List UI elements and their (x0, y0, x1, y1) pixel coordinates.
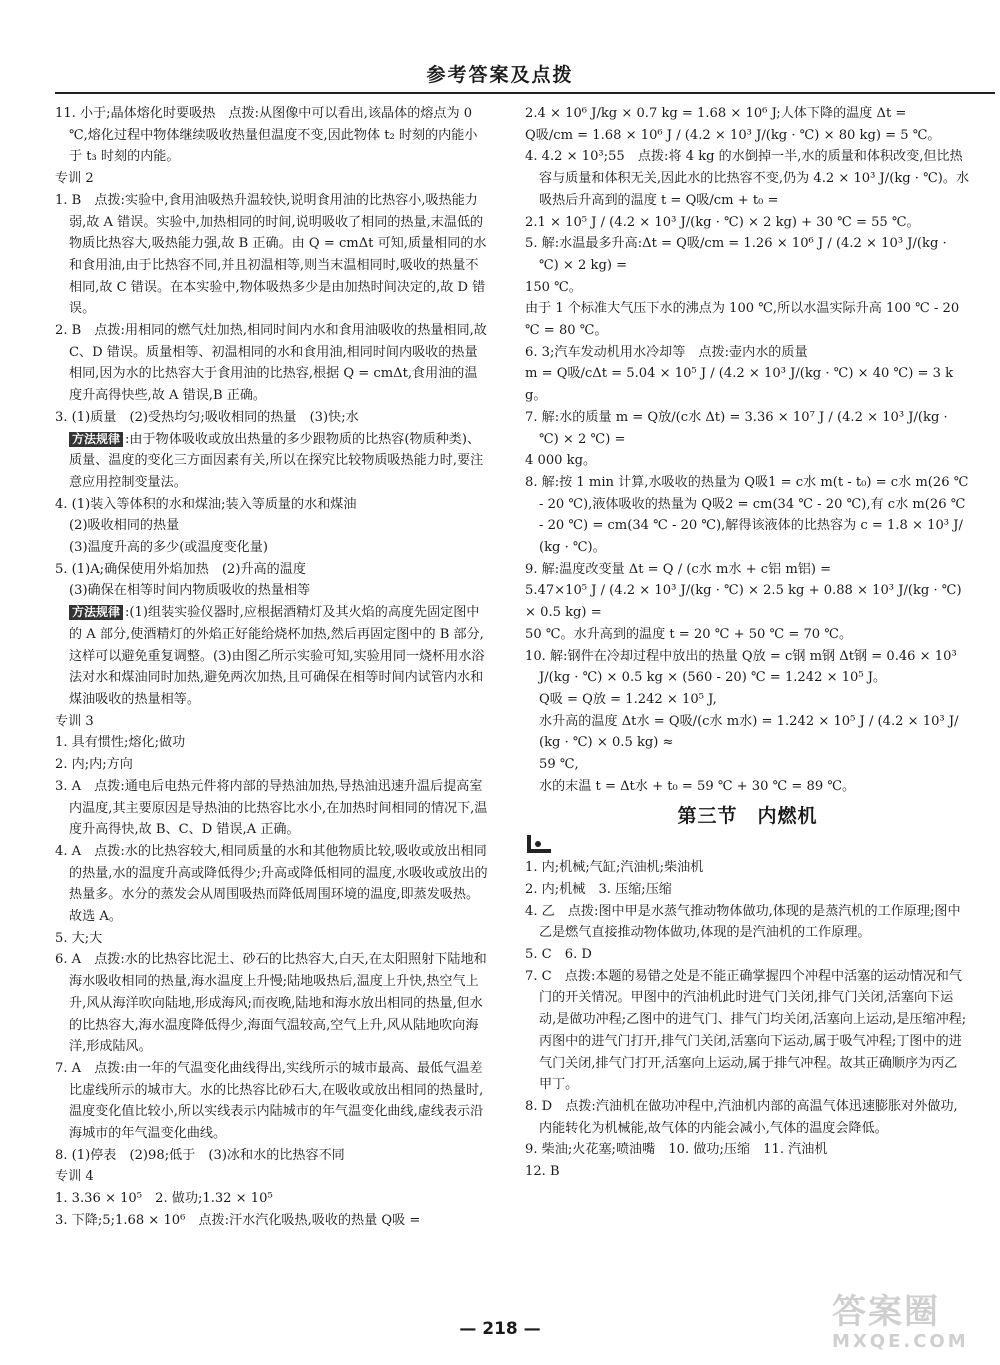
answer-text: 4. (1)装入等体积的水和煤油;装入等质量的水和煤油 (55, 496, 357, 512)
answer-paragraph (55, 949, 490, 1058)
right-column-answers (525, 103, 970, 798)
answer-paragraph (55, 1188, 490, 1210)
answer-text: 3. A 点拨:通电后电热元件将内部的导热油加热,导热油迅速升温后提高室内温度,其主要原因是导热油的比热容比水小,在加热时间相同的情况下,温度升高得快,故 B、C、D 错误,A 正确。 (55, 778, 488, 838)
answer-text: 7. 解:水的质量 m = Q放/(c水 Δt) = 3.36 × 10⁷ J / (4.2 × 10³ J/(kg · ℃) × 2 ℃) = (525, 409, 948, 447)
answer-paragraph (55, 841, 490, 928)
answer-paragraph (55, 103, 490, 168)
page-header-title: 参考答案及点拨 (426, 64, 574, 86)
answer-text: 8. D 点拨:汽油机在做功冲程中,汽油机内部的高温气体迅速膨胀对外做功,内能转化为机械能,故气体的内能会减小,气体的温度会降低。 (525, 1098, 958, 1136)
answer-paragraph (525, 342, 970, 364)
answer-paragraph (55, 1210, 490, 1232)
answer-paragraph (525, 146, 970, 211)
watermark-text: 答案圈 (832, 1292, 940, 1332)
answer-text: (3)温度升高的多少(或温度变化量) (69, 540, 268, 556)
answer-paragraph (525, 754, 970, 776)
answer-text: 4. A 点拨:水的比热容较大,相同质量的水和其他物质比较,吸收或放出相同的热量,水的温度升高或降低得少;升高或降低相同的温度,水吸收或放出的热量多。水分的蒸发会从周围吸热而降低周围环境的温度,即蒸发吸热。故选 A。 (55, 843, 488, 925)
answer-paragraph (525, 624, 970, 646)
answer-text: (2)吸收相同的热量 (69, 518, 180, 534)
answer-paragraph (55, 320, 490, 407)
answer-paragraph (55, 515, 490, 537)
answer-paragraph (55, 711, 490, 733)
answer-paragraph (525, 233, 970, 276)
answer-text: 50 ℃。水升高到的温度 t = 20 ℃ + 50 ℃ = 70 ℃。 (525, 626, 853, 642)
answer-paragraph (525, 879, 970, 901)
answer-text: 由于 1 个标准大气压下水的沸点为 100 ℃,所以水温实际升高 100 ℃ - 20 ℃ = 80 ℃。 (525, 301, 960, 339)
answer-paragraph (525, 125, 970, 147)
answer-text: :(1)组装实验仪器时,应根据酒精灯及其火焰的高度先固定图中的 A 部分,使酒精灯的外焰正好能给烧杯加热,然后再固定图中的 B 部分,这样可以避免重复调整。(3)由图乙所示实验可知,实验用同一烧杯用水浴法对水和煤油同时加热,避免两次加热,且可确保在相等时间内试管内水和煤油吸收的热量相等。 (69, 605, 485, 707)
answer-text: 4. 乙 点拨:图中甲是水蒸气推动物体做功,体现的是蒸汽机的工作原理;图中乙是燃气直接推动物体做功,体现的是汽油机的工作原理。 (525, 903, 961, 941)
answer-paragraph (55, 1166, 490, 1188)
watermark-logo (832, 1293, 992, 1359)
method-tag: 方法规律 (69, 432, 123, 447)
answer-paragraph (525, 901, 970, 944)
answer-paragraph (525, 450, 970, 472)
answer-paragraph (525, 857, 970, 879)
answer-text: 3. (1)质量 (2)受热均匀;吸收相同的热量 (3)快;水 (55, 409, 359, 425)
answer-text: 12. B (525, 1164, 560, 1180)
answer-paragraph (55, 1145, 490, 1167)
answer-paragraph (55, 602, 490, 711)
answer-paragraph (525, 776, 970, 798)
left-column (55, 103, 490, 1232)
answer-text: :由于物体吸收或放出热量的多少跟物质的比热容(物质种类)、质量、温度的变化三方面因素有关,所以在探究比较物质吸热能力时,要注意应用控制变量法。 (69, 431, 484, 490)
answer-text: 8. (1)停表 (2)98;低于 (3)冰和水的比热容不同 (55, 1147, 345, 1163)
answer-paragraph (525, 363, 970, 406)
answer-paragraph (525, 580, 970, 623)
answer-text: 2.4 × 10⁶ J/kg × 0.7 kg = 1.68 × 10⁶ J;人体下降的温度 Δt = (525, 106, 907, 121)
answer-paragraph (525, 472, 970, 559)
page-number: — 218 — (459, 1319, 541, 1339)
right-column (525, 103, 970, 1183)
answer-paragraph (525, 559, 970, 581)
answer-text: 11. 小于;晶体熔化时要吸热 点拨:从图像中可以看出,该晶体的熔点为 0 ℃,熔化过程中物体继续吸收热量但温度不变,因此物体 t₂ 时刻的内能小于 t₃ 时刻的内能。 (55, 106, 478, 165)
answer-paragraph (55, 928, 490, 950)
answer-text: 5. C 6. D (525, 947, 592, 963)
method-tag: 方法规律 (69, 605, 123, 620)
answer-paragraph (525, 646, 970, 689)
answer-paragraph (55, 537, 490, 559)
answer-text: 2. B 点拨:用相同的燃气灶加热,相同时间内水和食用油吸收的热量相同,故 C、D 错误。质量相等、初温相同的水和食用油,相同时间内吸收的热量相同,因为水的比热容大于食用油的比热容,根据 Q = cmΔt,食用油的温度升高得快些,故 A 错误,B 正确。 (55, 323, 487, 404)
answer-paragraph (55, 732, 490, 754)
answer-text: 2. 内;内;方向 (55, 757, 133, 773)
answer-text: 9. 解:温度改变量 Δt = Q / (c水 m水 + c铝 m铝) = (525, 561, 832, 577)
answer-text: 3. 下降;5;1.68 × 10⁶ 点拨:汗水汽化吸热,吸收的热量 Q吸 = (55, 1212, 421, 1228)
answer-paragraph (525, 689, 970, 711)
answer-text: 水的末温 t = Δt水 + t₀ = 59 ℃ + 30 ℃ = 89 ℃。 (539, 778, 856, 794)
answer-text: 2.1 × 10⁵ J / (4.2 × 10³ J/(kg · ℃) × 2 kg) + 30 ℃ = 55 ℃。 (525, 214, 920, 230)
answer-text: 9. 柴油;火花塞;喷油嘴 10. 做功;压缩 11. 汽油机 (525, 1142, 828, 1158)
answer-text: 专训 4 (55, 1169, 94, 1185)
header-rule (55, 92, 995, 94)
answer-text: 7. C 点拨:本题的易错之处是不能正确掌握四个冲程中活塞的运动情况和气门的开关情况。甲图中的汽油机此时进气门关闭,排气门关闭,活塞向下运动,是做功冲程;乙图中的进气门、排气门均关闭,活塞向上运动,是压缩冲程;丙图中的进气门打开,排气门关闭,活塞向下运动,属于吸气冲程;丁图中的进气门关闭,排气门打开,活塞向上运动,属于排气冲程。故其正确顺序为丙乙甲丁。 (525, 968, 967, 1093)
answer-text: 8. 解:按 1 min 计算,水吸收的热量为 Q吸1 = c水 m(t - t₀) = c水 m(26 ℃ - 20 ℃),液体吸收的热量为 Q吸2 = cm(34 ℃ - 20 ℃),有 c水 m(26 ℃ - 20 ℃) = cm(34 ℃ - 20 ℃),解得该液体的比热容为 c = 1.8 × 10³ J/(kg · ℃)。 (525, 474, 969, 556)
answer-paragraph (525, 1139, 970, 1161)
answer-text: 1. B 点拨:实验中,食用油吸热升温较快,说明食用油的比热容小,吸热能力弱,故 A 错误。实验中,加热相同的时间,说明吸收了相同的热量,末温低的物质比热容大,吸热能力强,故 B 正确。由 Q = cmΔt 可知,质量相同的水和食用油,由于比热容不同,并且初温相等,则当末温相同时,吸收的热量不相同,故 C 错误。在本实验中,物体吸热多少是由加热时间决定的,故 D 错误。 (55, 192, 487, 317)
answer-paragraph (525, 1161, 970, 1183)
answer-paragraph (55, 754, 490, 776)
answer-text: (3)确保在相等时间内物质吸收的热量相等 (69, 583, 311, 599)
answer-text: 1. 内;机械;气缸;汽油机;柴油机 (525, 860, 704, 876)
answer-paragraph (525, 212, 970, 234)
answer-text: 1. 具有惯性;熔化;做功 (55, 735, 186, 751)
answer-paragraph (55, 494, 490, 516)
answer-paragraph (525, 966, 970, 1096)
answer-text: 5.47×10⁵ J / (4.2 × 10³ J/(kg · ℃) × 2.5 kg + 0.88 × 10³ J/(kg · ℃) × 0.5 kg) = (525, 583, 962, 621)
answer-text: 59 ℃, (539, 757, 579, 773)
answer-text: 4 000 kg。 (525, 453, 597, 469)
answer-paragraph (55, 1058, 490, 1145)
answer-text: 5. 大;大 (55, 930, 103, 946)
answer-text: 2. 内;机械 3. 压缩;压缩 (525, 881, 672, 897)
answer-text: 水升高的温度 Δt水 = Q吸/(c水 m水) = 1.242 × 10⁵ J / (4.2 × 10³ J/(kg · ℃) × 0.5 kg) ≈ (539, 713, 959, 751)
answer-paragraph (55, 407, 490, 429)
answer-paragraph (55, 580, 490, 602)
answer-paragraph (55, 190, 490, 320)
answer-text: 6. 3;汽车发动机用水冷却等 点拨:壶内水的质量 (525, 344, 808, 360)
answer-text: 1. 3.36 × 10⁵ 2. 做功;1.32 × 10⁵ (55, 1191, 273, 1207)
answer-text: 150 ℃。 (525, 279, 582, 295)
answer-paragraph (525, 298, 970, 341)
answer-text: 专训 3 (55, 713, 94, 729)
answer-text: 4. 4.2 × 10³;55 点拨:将 4 kg 的水倒掉一半,水的质量和体积改变,但比热容与质量和体积无关,因此水的比热容不变,仍为 4.2 × 10³ J/(kg · ℃)。水吸热后升高到的温度 t = Q吸/cm + t₀ = (525, 149, 970, 208)
answer-paragraph (525, 277, 970, 299)
answer-paragraph (525, 407, 970, 450)
answer-paragraph (525, 103, 970, 125)
answer-text: Q吸 = Q放 = 1.242 × 10⁵ J, (539, 691, 717, 707)
section-title: 第三节 内燃机 (677, 804, 818, 827)
practice-icon (525, 831, 970, 855)
answer-text: 10. 解:钢件在冷却过程中放出的热量 Q放 = c钢 m钢 Δt钢 = 0.46 × 10³ J/(kg · ℃) × 0.5 kg × (560 - 20) ℃ = 1.242 × 10⁵ J。 (525, 648, 957, 686)
answer-paragraph (55, 168, 490, 190)
answer-text: 专训 2 (55, 171, 94, 187)
answer-text: m = Q吸/cΔt = 5.04 × 10⁵ J / (4.2 × 10³ J/(kg · ℃) × 40 ℃) = 3 kg。 (525, 366, 954, 404)
right-column-section-answers (525, 857, 970, 1183)
watermark-url: MXQE.COM (832, 1331, 969, 1352)
answer-paragraph (55, 776, 490, 841)
answer-paragraph (55, 559, 490, 581)
answer-paragraph (525, 711, 970, 754)
answer-text: 5. 解:水温最多升高:Δt = Q吸/cm = 1.26 × 10⁶ J / (4.2 × 10³ J/(kg · ℃) × 2 kg) = (525, 236, 947, 273)
answer-paragraph (525, 1096, 970, 1139)
answer-text: 5. (1)A;确保使用外焰加热 (2)升高的温度 (55, 561, 306, 577)
answer-paragraph (55, 429, 490, 494)
answer-paragraph (525, 944, 970, 966)
answer-text: 7. A 点拨:由一年的气温变化曲线得出,实线所示的城市最高、最低气温差比虚线所示的城市大。水的比热容比砂石大,在吸收或放出相同的热量时,温度变化值比较小,所以实线表示内陆城市的年气温变化曲线,虚线表示沿海城市的年气温变化曲线。 (55, 1060, 484, 1142)
answer-text: 6. A 点拨:水的比热容比泥土、砂石的比热容大,白天,在太阳照射下陆地和海水吸收相同的热量,海水温度上升慢;陆地吸热后,温度上升快,热空气上升,风从海洋吹向陆地,形成海风;而夜晚,陆地和海水放出相同的热量,但水的比热容大,海水温度降低得少,海面气温较高,空气上升,风从陆地吹向海洋,形成陆风。 (55, 952, 487, 1055)
answer-text: Q吸/cm = 1.68 × 10⁶ J / (4.2 × 10³ J/(kg · ℃) × 80 kg) = 5 ℃。 (525, 127, 941, 143)
